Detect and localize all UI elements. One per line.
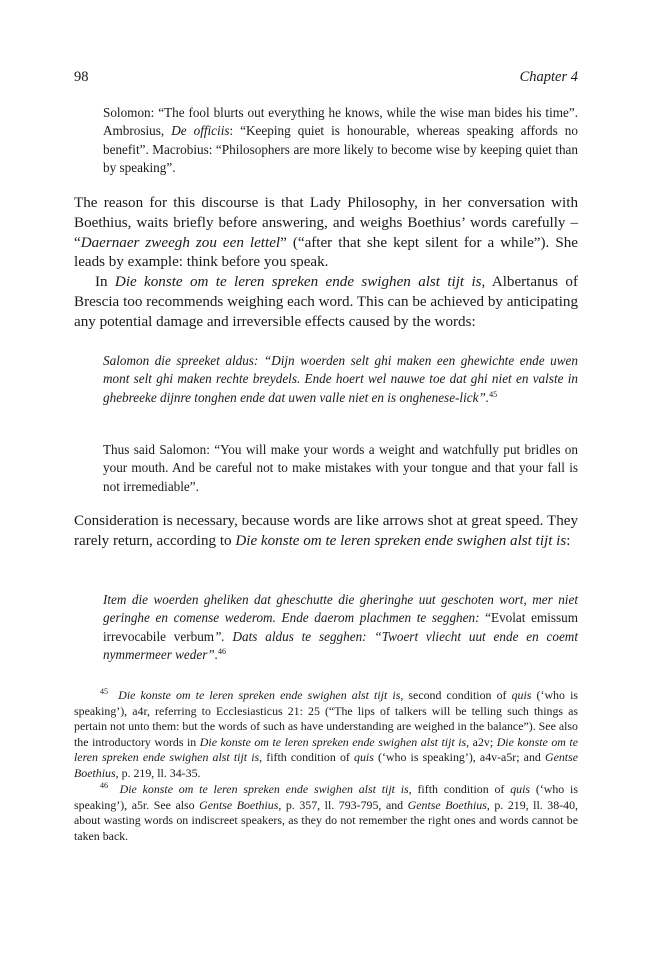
running-header	[74, 68, 578, 86]
chapter-title: Chapter 4	[519, 69, 578, 85]
block-quote-solomon: Solomon: “The fool blurts out everything he knows, while the wise man bides his time”. Ambrosius, De officiis: “Keeping quiet is honourable, whereas speaking affords no benefit”. Macrobius: “Philosophers are more likely to become wise by keeping quiet than by speaking”.	[103, 105, 578, 175]
footnote-ref-45: 45	[489, 389, 498, 399]
footnote-46: $^{46}$ Die konste om te leren spreken ende swighen alst tijt is, fifth condition of quis (‘who is speaking’), a5r. See also Gentse Boethius, p. 357, ll. 793-795, and Gentse Boethius, p. 219, ll. 38-40, about wasting words on indiscreet speakers, as they do not remember the right ones and words cannot be taken back.	[74, 781, 579, 843]
block-quote-dutch: Salomon die spreeket aldus: “Dijn woerden selt ghi maken een ghewichte ende uwen mont selt ghi maken rechte breydels. Ende hoert wel nauwe toe dat ghi niet en valste in ghebreeke dijnre tonghen ende dat uwen valle niet en is onghenese-lick”.$^{45}$	[103, 353, 578, 405]
block-quote-arrows: Item die woerden gheliken dat gheschutte die gheringhe uut geschoten wort, mer niet geringhe en comense wederom. Ende daerom plachmen te segghen: “Evolat emissum irrevocabile verbum”. Dats aldus te segghen: “Twoert vliecht uut ende en coemt nymmermeer weder”.$^{46}$	[103, 592, 579, 662]
block-quote-translation: Thus said Salomon: “You will make your words a weight and watchfully put bridles on your mouth. And be careful not to make mistakes with your tongue and that your fall is not irremediable”.	[103, 442, 578, 494]
page-number: 98	[74, 69, 89, 85]
paragraph-consideration: Consideration is necessary, because words are like arrows shot at great speed. They rarely return, according to Die konste om te leren spreken ende swighen alst tijt is:	[74, 513, 578, 549]
paragraph-albertanus: In Die konste om te leren spreken ende swighen alst tijt is, Albertanus of Brescia too recommends weighing each word. This can be achieved by anticipating any potential damage and irreversible effects caused by the words:	[74, 274, 578, 330]
footnote-number: 45	[100, 687, 108, 696]
footnote-45: $^{45}$ Die konste om te leren spreken ende swighen alst tijt is, second condition of quis (‘who is speaking’), a4r, referring to Ecclesiasticus 21: 25 (“The lips of talkers will be telling such things as pertain not unto them: but the words of such as have understanding are weighed in the balance”). See also the introductory words in Die konste om te leren spreken ende swighen alst tijt is, a2v; Die konste om te leren spreken ende swighen alst tijt is, fifth condition of quis (‘who is speaking’), a4v-a5r; and Gentse Boethius, p. 219, ll. 34-35.	[74, 687, 579, 780]
footnote-number: 46	[100, 781, 108, 790]
footnote-ref-46: 46	[218, 646, 226, 656]
paragraph-discourse: The reason for this discourse is that Lady Philosophy, in her conversation with Boethius, waits briefly before answering, and weighs Boethius’ words carefully – “Daernaer zweegh zou een lettel” (“after that she kept silent for a while”). She leads by example: think before you speak.	[74, 195, 578, 271]
